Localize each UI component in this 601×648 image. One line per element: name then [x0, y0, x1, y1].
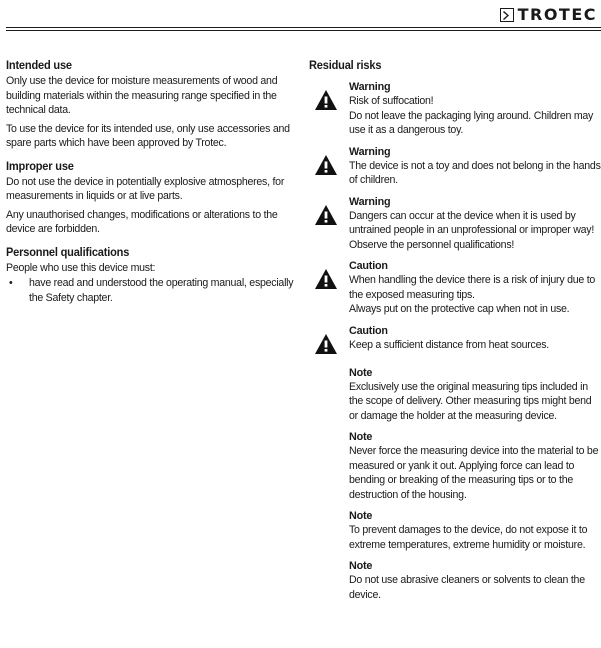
bullet-icon: •: [9, 277, 13, 289]
note-title: Note: [349, 560, 373, 572]
risk-title: Warning: [349, 195, 391, 208]
section-intended-use: [6, 58, 296, 151]
risk-text: Do not leave the packaging lying around. Children may use it as a dangerous toy.: [349, 109, 594, 136]
risk-title: Caution: [349, 260, 388, 272]
note-text: Do not use abrasive cleaners or solvents to clean the device.: [349, 574, 585, 601]
note: [349, 366, 601, 424]
list-item: [6, 276, 296, 305]
section-improper-use: [6, 159, 296, 237]
note-text: Never force the measuring device into the material to be measured or yank it out. Applying force can lead to bending or breaking of the measuring tips or to the destruction of the housing.: [349, 445, 599, 501]
note: [349, 559, 601, 602]
note: [349, 430, 601, 502]
note-text: To prevent damages to the device, do not expose it to extreme temperatures, extreme humidity or moisture.: [349, 524, 588, 551]
risk-warning: [309, 80, 601, 138]
warning-triangle-icon: [309, 259, 349, 317]
header-rule: [6, 27, 601, 28]
trotec-logo: [500, 6, 597, 24]
section-title: Improper use: [6, 158, 74, 173]
section-title: Residual risks: [309, 58, 382, 72]
paragraph: Any unauthorised changes, modifications or alterations to the device are forbidden.: [6, 208, 278, 235]
note-title: Note: [349, 366, 373, 379]
left-column: [6, 58, 296, 313]
paragraph: Do not use the device in potentially explosive atmospheres, for measurements in liquids or at live parts.: [6, 175, 285, 202]
risk-text: Risk of suffocation!: [349, 95, 434, 107]
risk-text: Dangers can occur at the device when it is used by untrained people in an unprofessional or improper way! Observe the personnel qualifications!: [349, 209, 595, 251]
paragraph: Only use the device for moisture measurements of wood and building materials within the measuring range specified in the technical data.: [6, 75, 278, 116]
risk-warning: [309, 145, 601, 188]
note: [349, 509, 601, 552]
note-title: Note: [349, 431, 373, 443]
note-text: Exclusively use the original measuring tips included in the scope of delivery. Other measuring tips might bend or damage the holder at the measuring device.: [349, 380, 592, 422]
section-title: Personnel qualifications: [6, 244, 130, 259]
note-title: Note: [349, 510, 373, 522]
section-personnel-qualifications: [6, 245, 296, 306]
warning-triangle-icon: [309, 195, 349, 253]
risk-title: Warning: [349, 81, 391, 93]
risk-text: When handling the device there is a risk of injury due to the exposed measuring tips.: [349, 274, 596, 301]
risk-warning: [309, 195, 601, 253]
list-item-text: have read and understood the operating manual, especially the Safety chapter.: [29, 277, 294, 304]
bullet-list: [6, 276, 296, 305]
warning-triangle-icon: [309, 324, 349, 359]
brand-name: TROTEC: [517, 5, 597, 24]
section-title: Intended use: [6, 58, 72, 72]
paragraph: To use the device for its intended use, only use accessories and spare parts which have been approved by Trotec.: [6, 122, 290, 149]
risk-caution: [309, 324, 601, 359]
paragraph: People who use this device must:: [6, 261, 156, 274]
header-rule-secondary: [6, 30, 601, 31]
logo-chevron-icon: [500, 8, 514, 22]
risk-text: Always put on the protective cap when not in use.: [349, 303, 570, 315]
risk-text: Keep a sufficient distance from heat sources.: [349, 338, 549, 351]
risk-title: Warning: [349, 145, 391, 158]
risk-title: Caution: [349, 324, 388, 337]
right-column: [309, 58, 601, 609]
risk-caution: [309, 259, 601, 317]
warning-triangle-icon: [309, 145, 349, 188]
risk-text: The device is not a toy and does not belong in the hands of children.: [349, 159, 601, 186]
warning-triangle-icon: [309, 80, 349, 138]
